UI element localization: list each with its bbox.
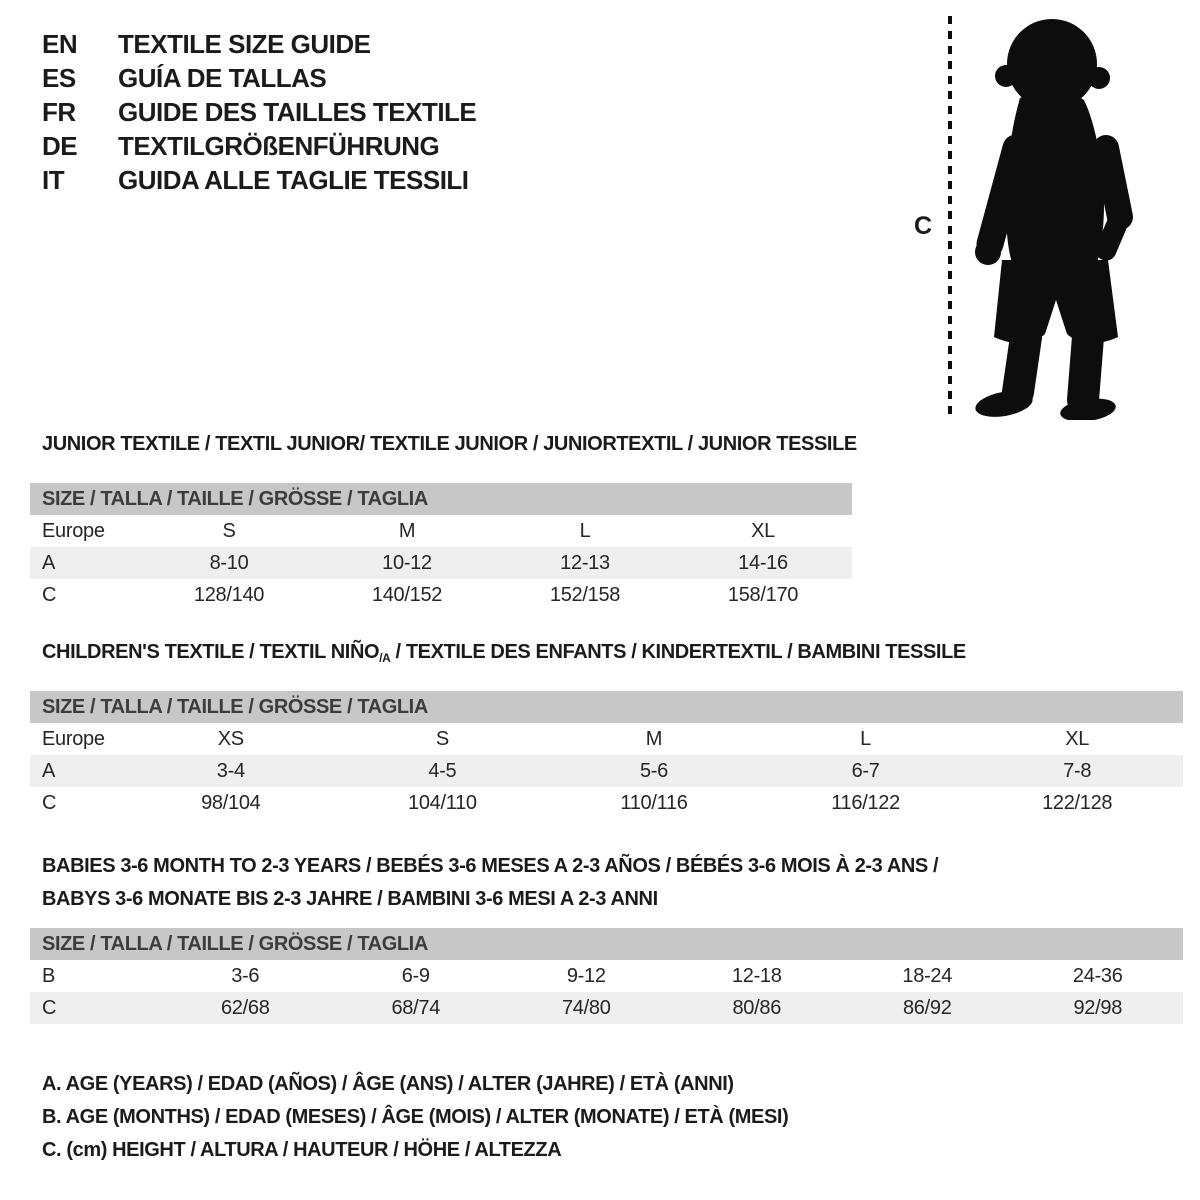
table-cell: 6-9 (401, 964, 430, 987)
table-cell: 12-13 (560, 551, 610, 574)
children-title-rest: / TEXTILE DES ENFANTS / KINDERTEXTIL / BAMBINI TESSILE (390, 641, 966, 663)
language-code: EN (42, 28, 78, 59)
table-cell: 7-8 (1063, 759, 1092, 782)
language-row-de (42, 129, 476, 163)
table-cell: L (579, 519, 591, 542)
table-cell: 6-7 (851, 759, 880, 782)
table-cell: 80/86 (732, 996, 782, 1019)
table-cell: 24-36 (1072, 964, 1123, 987)
table-cell: 98/104 (201, 791, 261, 814)
junior-section-title: JUNIOR TEXTILE / TEXTIL JUNIOR/ TEXTILE JUNIOR / JUNIORTEXTIL / JUNIOR TESSILE (42, 433, 857, 455)
table-cell: 3-4 (216, 759, 245, 782)
language-label: GUIDA ALLE TAGLIE TESSILI (118, 164, 469, 195)
size-header-bar: SIZE / TALLA / TAILLE / GRÖSSE / TAGLIA (30, 691, 1183, 723)
table-cell: 158/170 (727, 583, 799, 606)
language-header (42, 27, 476, 197)
table-row-c (30, 992, 1183, 1024)
table-cell: M (398, 519, 416, 542)
row-label: C (42, 791, 57, 814)
language-label: TEXTILE SIZE GUIDE (118, 28, 371, 59)
language-row-it (42, 163, 476, 197)
language-label: TEXTILGRÖßENFÜHRUNG (118, 130, 440, 161)
junior-size-table (30, 483, 852, 611)
language-code: ES (42, 62, 76, 93)
babies-title-line2: BABYS 3-6 MONATE BIS 2-3 JAHRE / BAMBINI 3-6 MESI A 2-3 ANNI (42, 888, 658, 910)
table-cell: 86/92 (902, 996, 952, 1019)
table-cell: 4-5 (428, 759, 457, 782)
table-cell: S (222, 519, 236, 542)
table-cell: XS (217, 727, 244, 750)
language-label: GUÍA DE TALLAS (118, 62, 327, 93)
table-cell: S (435, 727, 449, 750)
measurement-legend (42, 1068, 788, 1167)
table-cell: 14-16 (738, 551, 788, 574)
children-section-title (42, 641, 966, 665)
table-cell: 152/158 (549, 583, 621, 606)
language-label: GUIDE DES TAILLES TEXTILE (118, 96, 477, 127)
language-code: FR (42, 96, 76, 127)
table-cell: 5-6 (639, 759, 668, 782)
table-row-c (30, 579, 852, 611)
toddler-silhouette-icon (960, 12, 1152, 420)
row-label: A (42, 759, 56, 782)
table-row-a (30, 547, 852, 579)
table-cell: 128/140 (193, 583, 265, 606)
table-cell: 92/98 (1073, 996, 1123, 1019)
table-row-europe (30, 723, 1183, 755)
table-row-europe (30, 515, 852, 547)
language-code: DE (42, 130, 78, 161)
height-dashed-line (948, 16, 952, 416)
row-label: A (42, 551, 56, 574)
babies-size-table (30, 928, 1183, 1024)
table-cell: 74/80 (561, 996, 611, 1019)
table-cell: 10-12 (382, 551, 432, 574)
row-label: Europe (42, 519, 105, 542)
table-cell: L (860, 727, 871, 750)
table-cell: XL (1065, 727, 1090, 750)
table-cell: M (645, 727, 663, 750)
row-label: C (42, 996, 57, 1019)
table-cell: XL (751, 519, 775, 542)
table-cell: 62/68 (220, 996, 270, 1019)
legend-line-b: B. AGE (MONTHS) / EDAD (MESES) / ÂGE (MOIS) / ALTER (MONATE) / ETÀ (MESI) (42, 1106, 789, 1128)
table-cell: 116/122 (831, 791, 900, 814)
table-row-a (30, 755, 1183, 787)
children-size-table (30, 691, 1183, 819)
table-row-b (30, 960, 1183, 992)
table-cell: 9-12 (566, 964, 606, 987)
table-cell: 110/116 (620, 791, 688, 814)
row-label: C (42, 583, 57, 606)
table-cell: 8-10 (209, 551, 249, 574)
table-cell: 140/152 (371, 583, 443, 606)
table-cell: 12-18 (731, 964, 782, 987)
size-header-bar: SIZE / TALLA / TAILLE / GRÖSSE / TAGLIA (30, 928, 1183, 960)
babies-section-title (42, 850, 938, 916)
language-row-fr (42, 95, 476, 129)
language-row-es (42, 61, 476, 95)
table-cell: 122/128 (1042, 791, 1113, 814)
table-cell: 68/74 (391, 996, 441, 1019)
table-cell: 104/110 (408, 791, 477, 814)
table-cell: 3-6 (231, 964, 260, 987)
children-title-main: CHILDREN'S TEXTILE / TEXTIL NIÑO (42, 641, 380, 663)
language-row-en (42, 27, 476, 61)
size-header-bar: SIZE / TALLA / TAILLE / GRÖSSE / TAGLIA (30, 483, 852, 515)
children-title-subscript: /A (379, 651, 391, 665)
legend-line-c: C. (cm) HEIGHT / ALTURA / HAUTEUR / HÖHE / ALTEZZA (42, 1139, 562, 1161)
legend-line-a: A. AGE (YEARS) / EDAD (AÑOS) / ÂGE (ANS) / ALTER (JAHRE) / ETÀ (ANNI) (42, 1073, 734, 1095)
babies-title-line1: BABIES 3-6 MONTH TO 2-3 YEARS / BEBÉS 3-6 MESES A 2-3 AÑOS / BÉBÉS 3-6 MOIS À 2-3 ANS / (42, 855, 939, 877)
language-code: IT (42, 164, 65, 195)
measure-c-label: C (914, 212, 933, 240)
table-cell: 18-24 (902, 964, 953, 987)
row-label: Europe (42, 727, 105, 750)
row-label: B (42, 964, 56, 987)
table-row-c (30, 787, 1183, 819)
